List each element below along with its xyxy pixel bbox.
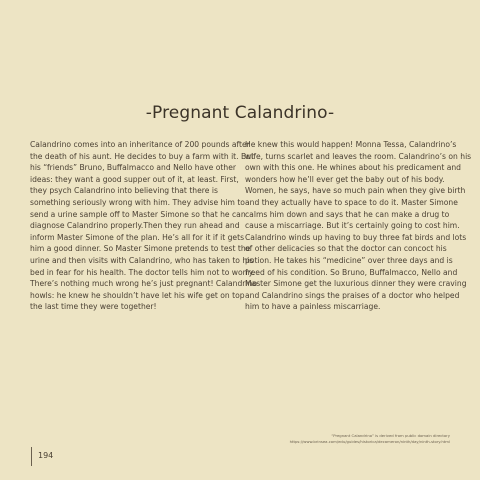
credit-url: https://www.brinsea.com/edu/guides/historica/decameron/ninth/day/ninth-story.html xyxy=(289,439,450,444)
page-number-rule xyxy=(31,447,32,466)
source-credit xyxy=(200,433,450,445)
page-number: 194 xyxy=(38,451,54,460)
credit-line: “Pregnant Calandrino” is derived from public domain directory xyxy=(331,433,450,438)
right-column xyxy=(245,139,473,313)
left-column xyxy=(30,139,258,313)
page-title: -Pregnant Calandrino- xyxy=(145,103,335,123)
right-column-text: He knew this would happen! Monna Tessa, Calandrino’s wife, turns scarlet and leaves the room. Calandrino’s on his own with this one. He whines about his predicament and wonders how he’ll ever get the baby out of his body. Women, he says, have so much pain when they give birth and they actually have to space to do it. Master Simone calms him down and says that he can make a drug to cause a miscarriage. But it’s certainly going to cost him. Calandrino winds up having to buy three fat birds and lots of other delicacies so that the doctor can concoct his potion. He takes his “medicine” over three days and is freed of his condition. So Bruno, Buffalmacco, Nello and Master Simone get the luxurious dinner they were craving and Calandrino sings the praises of a doctor who helped him to have a painless miscarriage. xyxy=(245,140,472,312)
left-column-text: Calandrino comes into an inheritance of 200 pounds after the death of his aunt. He decides to buy a farm with it. But his “friends” Bruno, Buffalmacco and Nello have other ideas: they want a good supper out of it, at least. First, they psych Calandrino into believing that there is something seriously wrong with him. They advise him to send a urine sample off to Master Simone so that he can diagnose Calandrino properly.Then they run ahead and inform Master Simone of the plan. He’s all for it if it gets him a good dinner. So Master Simone pretends to test the urine and then visits with Calandrino, who has taken to his bed in fear for his health. The doctor tells him not to worry. There’s nothing much wrong he’s just pregnant! Calandrino howls: he knew he shouldn’t have let his wife get on top the last time they were together! xyxy=(30,140,257,312)
